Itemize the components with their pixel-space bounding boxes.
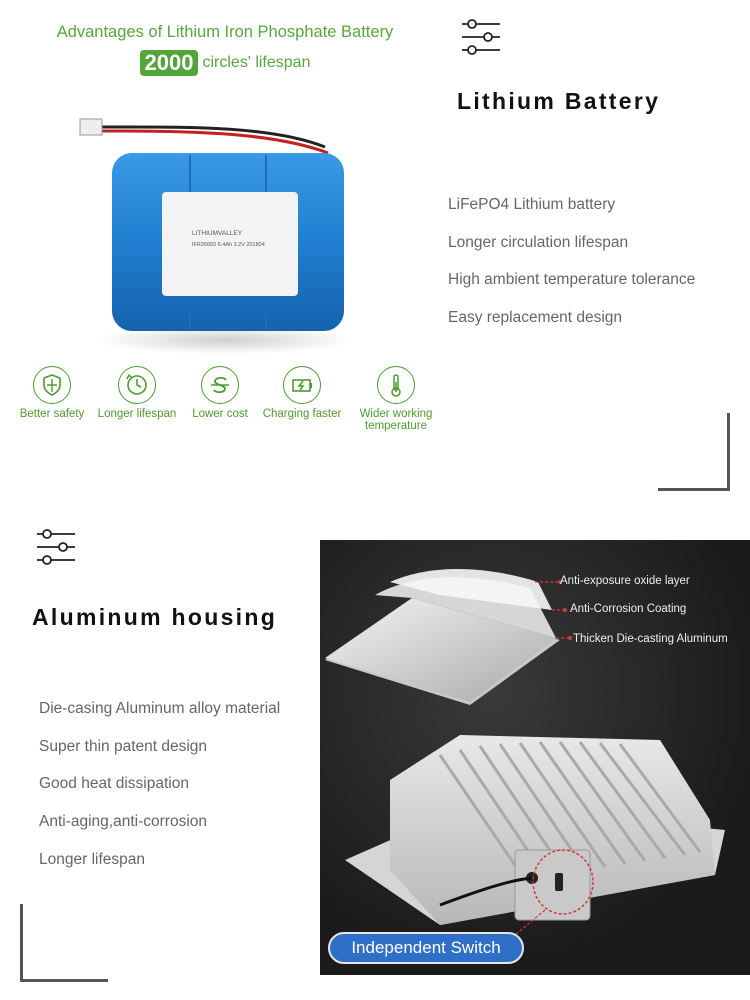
callout-oxide-layer: Anti-exposure oxide layer (560, 575, 690, 587)
housing-image-panel (320, 540, 750, 975)
lithium-feature: High ambient temperature tolerance (448, 271, 696, 288)
advantage-safety (14, 366, 90, 446)
advantage-charging (258, 366, 346, 446)
lifespan-suffix: circles' lifespan (202, 54, 311, 72)
lithium-feature: Easy replacement design (448, 309, 623, 326)
lifespan-badge: 2000 (140, 50, 199, 76)
advantage-lifespan (93, 366, 181, 446)
advantage-cost (184, 366, 256, 446)
advantage-label: Wider working temperature (359, 408, 433, 432)
lifespan-line (0, 50, 450, 76)
independent-switch-badge: Independent Switch (328, 932, 524, 964)
battery-spec: IFR26650 6.4Ah 3.2V 201804 (192, 242, 265, 248)
charging-battery-icon (283, 366, 321, 404)
thermometer-icon (377, 366, 415, 404)
advantage-label: Longer lifespan (97, 408, 177, 420)
advantages-title: Advantages of Lithium Iron Phosphate Battery (56, 23, 394, 41)
shield-icon (33, 366, 71, 404)
callout-coating: Anti-Corrosion Coating (570, 603, 687, 615)
lithium-battery-title: Lithium Battery (457, 88, 661, 114)
corner-bracket-right (658, 413, 730, 491)
sliders-icon (35, 528, 79, 572)
battery-image (70, 105, 380, 365)
aluminum-feature: Super thin patent design (39, 738, 208, 755)
advantage-label: Lower cost (192, 408, 248, 420)
aluminum-feature: Good heat dissipation (39, 775, 189, 792)
lithium-feature: Longer circulation lifespan (448, 234, 629, 251)
aluminum-feature: Anti-aging,anti-corrosion (39, 813, 208, 830)
sliders-icon (460, 18, 504, 62)
aluminum-housing-title: Aluminum housing (32, 604, 278, 630)
advantage-icons-row (0, 366, 440, 446)
clock-icon (118, 366, 156, 404)
aluminum-feature: Longer lifespan (39, 851, 145, 868)
advantage-temperature (348, 366, 444, 446)
battery-brand: LITHIUMVALLEY (192, 230, 243, 237)
advantage-label: Better safety (19, 408, 85, 420)
lithium-feature: LiFePO4 Lithium battery (448, 196, 616, 213)
corner-bracket-left (20, 904, 108, 982)
callout-aluminum: Thicken Die-casting Aluminum (573, 633, 728, 645)
dollar-icon (201, 366, 239, 404)
aluminum-feature: Die-casing Aluminum alloy material (39, 700, 281, 717)
advantage-label: Charging faster (262, 408, 342, 420)
